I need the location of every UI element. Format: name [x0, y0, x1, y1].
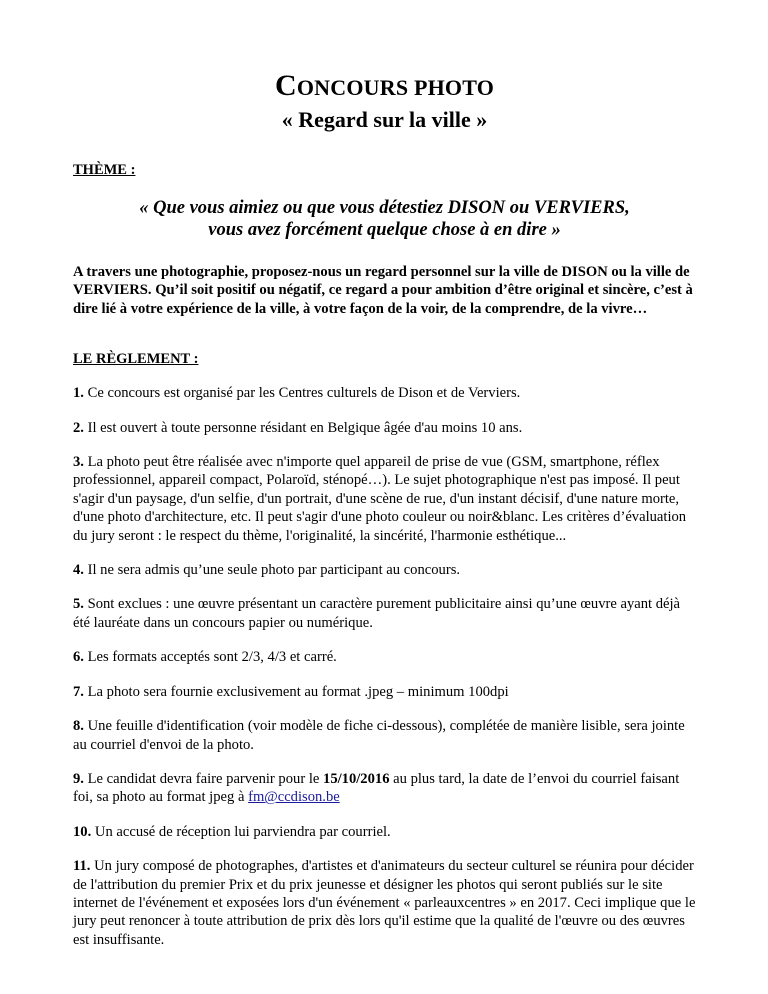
rule-text: Sont exclues : une œuvre présentant un caractère purement publicitaire ainsi qu’une œuvre ayant déjà été lauréate dans un concours papier ou numérique. [73, 596, 681, 631]
rules-heading: LE RÈGLEMENT : [73, 351, 199, 368]
rule-number: 7. [73, 683, 84, 700]
rule-number: 8. [73, 718, 84, 735]
rule-9 [73, 770, 696, 807]
rule-text: Ce concours est organisé par les Centres culturels de Dison et de Verviers. [83, 385, 521, 402]
title-rest: ONCOURS PHOTO [296, 75, 495, 100]
rule-10 [73, 823, 696, 841]
rule-2 [73, 419, 696, 437]
theme-intro-paragraph: A travers une photographie, proposez-nous un regard personnel sur la ville de DISON ou la ville de VERVIERS. Qu’il soit positif ou négatif, ce regard a pour ambition d’être original et sincère, c’est à dire lié à votre expérience de la ville, à votre façon de la voir, de la comprendre, de la vivre… [73, 264, 693, 317]
rule-number: 4. [73, 562, 84, 579]
rule-text: Le candidat devra faire parvenir pour le [83, 770, 324, 787]
rule-text: au plus tard, la date de l’envoi du courriel faisant foi, sa photo au format jpeg à [73, 770, 680, 806]
rule-text: Les formats acceptés sont 2/3, 4/3 et carré. [83, 649, 337, 666]
theme-heading: THÈME : [73, 162, 136, 178]
theme-quote [73, 197, 696, 241]
deadline-date: 15/10/2016 [323, 770, 390, 787]
rule-number: 1. [73, 385, 84, 402]
rule-3 [73, 453, 696, 545]
rule-text: La photo sera fournie exclusivement au format .jpeg – minimum 100dpi [83, 683, 509, 700]
theme-quote-line-1: « Que vous aimiez ou que vous détestiez DISON ou VERVIERS, [139, 198, 630, 218]
rule-8 [73, 717, 696, 754]
rule-text: Un accusé de réception lui parviendra par courriel. [91, 823, 391, 840]
rule-text: Il ne sera admis qu’une seule photo par participant au concours. [83, 562, 461, 579]
rule-4 [73, 561, 696, 579]
theme-quote-line-2: vous avez forcément quelque chose à en dire » [208, 220, 561, 240]
email-link[interactable]: fm@ccdison.be [248, 789, 340, 806]
rule-1 [73, 384, 696, 402]
rule-6 [73, 648, 696, 666]
rule-11 [73, 857, 696, 949]
rule-number: 11. [73, 858, 91, 875]
rule-number: 10. [73, 823, 92, 840]
rule-5 [73, 595, 696, 632]
rule-text: Un jury composé de photographes, d'artistes et d'animateurs du secteur culturel se réunira pour décider de l'attribution du premier Prix et du prix jeunesse et désigner les photos qui seront publiés sur le site internet de l'événement et exposées lors d'un événement « parleauxcentres » en 2017. Ceci implique que le jury peut renoncer à toute attribution de prix dès lors qu'il estime que la qualité de l'œuvre ou des œuvres est insuffisante. [73, 858, 696, 948]
rule-text: Une feuille d'identification (voir modèle de fiche ci-dessous), complétée de manière lisible, sera jointe au courriel d'envoi de la photo. [73, 718, 685, 753]
rule-number: 9. [73, 770, 84, 787]
rule-number: 6. [73, 649, 84, 666]
title-capital-letter: C [274, 69, 297, 102]
rule-7 [73, 683, 696, 701]
rule-number: 3. [73, 454, 84, 471]
rule-number: 5. [73, 596, 84, 613]
rule-text: La photo peut être réalisée avec n'importe quel appareil de prise de vue (GSM, smartphone, réflex professionnel, appareil compact, Polaroïd, sténopé…). Le sujet photographique n'est pas imposé. Il peut s'agir d'un paysage, d'un selfie, d'un portrait, d'une scène de rue, d'un instant décisif, d'une nature morte, d'une photo d'architecture, etc. Il peut s'agir d'une photo couleur ou noir&blanc. Les critères d’évaluation du jury seront : le respect du thème, l'originalité, la sincérité, l'harmonie esthétique... [73, 454, 687, 544]
page-title [73, 70, 696, 104]
page-subtitle: « Regard sur la ville » [281, 107, 488, 132]
rule-number: 2. [73, 419, 84, 436]
rule-text: Il est ouvert à toute personne résidant en Belgique âgée d'au moins 10 ans. [83, 419, 523, 436]
